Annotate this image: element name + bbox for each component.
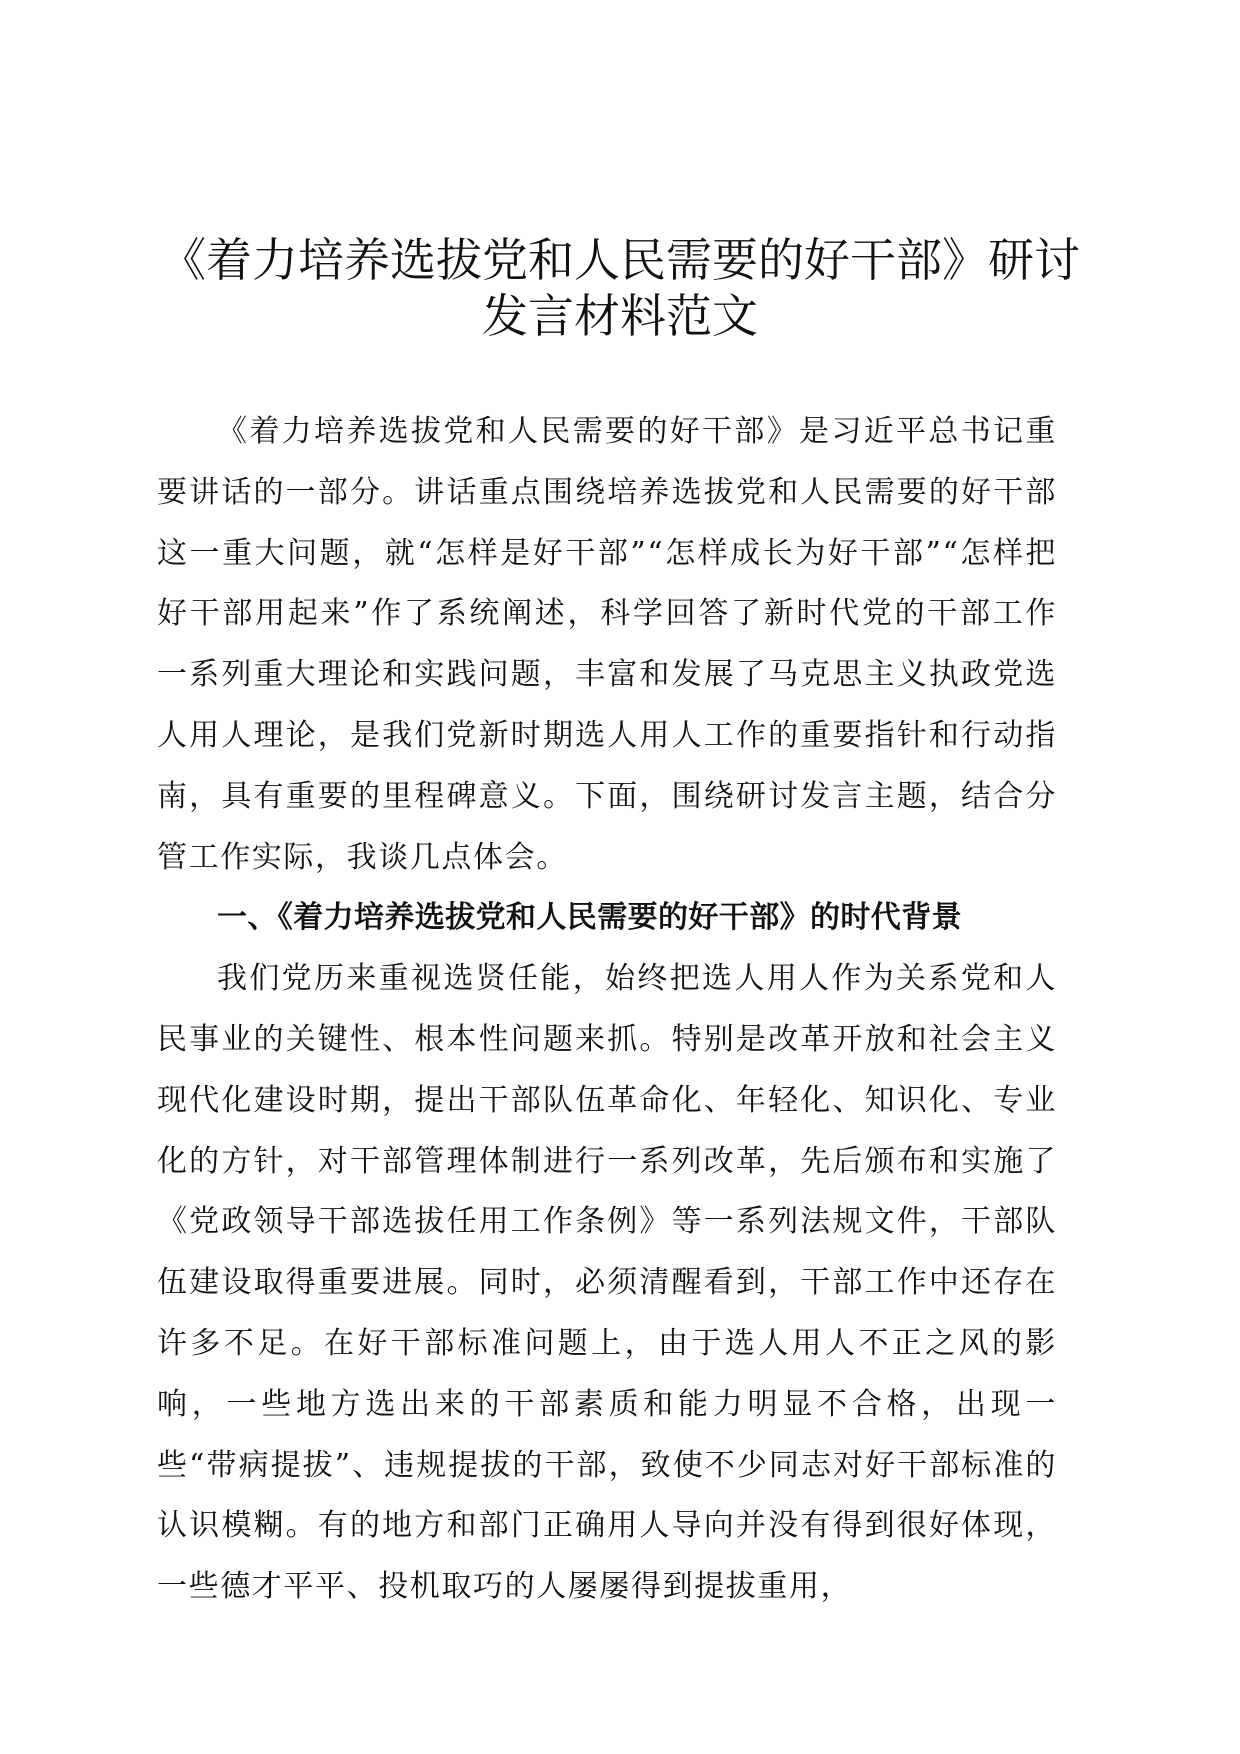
document-title bbox=[120, 232, 1120, 344]
intro-paragraph: 《着力培养选拔党和人民需要的好干部》是习近平总书记重要讲话的一部分。讲话重点围绕培养选拔党和人民需要的好干部这一重大问题，就“怎样是好干部”“怎样成长为好干部”“怎样把好干部用起来”作了系统阐述，科学回答了新时代党的干部工作一系列重大理论和实践问题，丰富和发展了马克思主义执政党选人用人理论，是我们党新时期选人用人工作的重要指针和行动指南，具有重要的里程碑意义。下面，围绕研讨发言主题，结合分管工作实际，我谈几点体会。 bbox=[157, 414, 1057, 875]
document-title-line-1: 《着力培养选拔党和人民需要的好干部》研讨 bbox=[160, 233, 1080, 287]
document-title-line-2: 发言材料范文 bbox=[482, 289, 758, 343]
section-paragraph: 我们党历来重视选贤任能，始终把选人用人作为关系党和人民事业的关键性、根本性问题来抓。特别是改革开放和社会主义现代化建设时期，提出干部队伍革命化、年轻化、知识化、专业化的方针，对干部管理体制进行一系列改革，先后颁布和实施了《党政领导干部选拔任用工作条例》等一系列法规文件，干部队伍建设取得重要进展。同时，必须清醒看到，干部工作中还存在许多不足。在好干部标准问题上，由于选人用人不正之风的影响，一些地方选出来的干部素质和能力明显不合格，出现一些“带病提拔”、违规提拔的干部，致使不少同志对好干部标准的认识模糊。有的地方和部门正确用人导向并没有得到很好体现，一些德才平平、投机取巧的人屡屡得到提拔重用， bbox=[157, 961, 1057, 1605]
section-heading: 一、《着力培养选拔党和人民需要的好干部》的时代背景 bbox=[217, 900, 962, 936]
document-body bbox=[157, 402, 1057, 1618]
